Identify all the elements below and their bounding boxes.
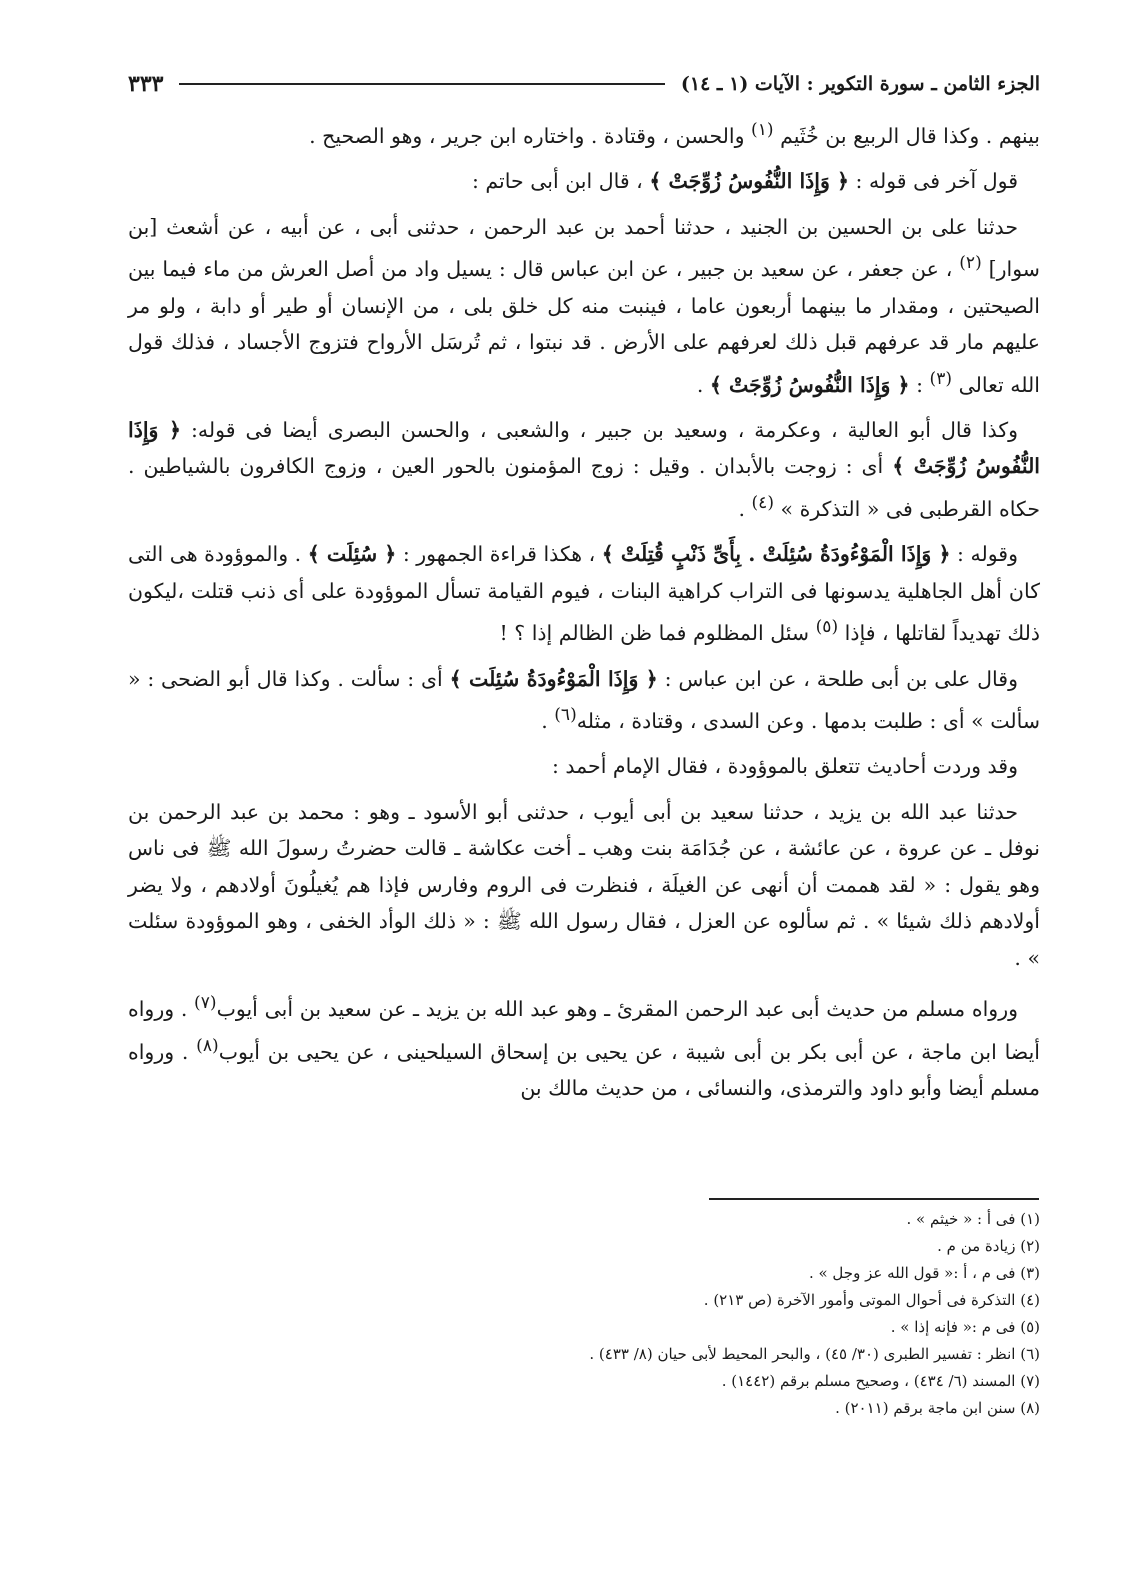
footnote: (١) فى أ : « خيثم » .	[906, 1210, 1040, 1228]
text-run: أى : زوجت بالأبدان . وقيل : زوج المؤمنون بالحور العين ، وزوج الكافرون بالشياطين . حكاه القرطبى فى « التذكرة »	[128, 454, 1040, 521]
footnote-marker: (٥)	[815, 617, 839, 638]
paragraph	[128, 661, 1040, 740]
footnote-marker: (٦)	[554, 705, 577, 726]
paragraph	[128, 112, 1040, 154]
paragraph	[128, 794, 1040, 977]
quran-quote: ﴿ سُئِلَت ﴾	[307, 542, 397, 567]
text-run: حدثنا عبد الله بن يزيد ، حدثنا سعيد بن أبى أيوب ، حدثنى أبو الأسود ـ وهو : محمد بن عبد الرحمن بن نوفل ـ عن عروة ، عن عائشة ، عن جُدَامَة بنت وهب ـ أخت عكاشة ـ قالت حضرتُ رسولَ الله ﷺ فى ناس وهو يقول : « لقد هممت أن أنهى عن الغيلَة ، فنظرت فى الروم وفارس فإذا هم يُغيلُونَ أولادهم ، ولا يضر أولادهم ذلك شيئا » . ثم سألوه عن العزل ، فقال رسول الله ﷺ : « ذلك الوأد الخفى ، وهو الموؤودة سئلت » .	[128, 799, 1040, 970]
text-run: قول آخر فى قوله :	[849, 169, 1018, 194]
footnote-marker: (٨)	[196, 1035, 219, 1056]
text-run: والحسن ، وقتادة . واختاره ابن جرير ، وهو الصحيح .	[309, 123, 752, 148]
quran-quote: ﴿ وَإِذَا النُّفُوسُ زُوِّجَتْ ﴾	[128, 417, 1041, 479]
footnote: (٤) التذكرة فى أحوال الموتى وأمور الآخرة (ص ٢١٣) .	[703, 1291, 1040, 1309]
paragraph	[128, 985, 1040, 1106]
text-run: ورواه مسلم من حديث أبى عبد الرحمن المقرئ ـ وهو عبد الله بن يزيد ـ عن سعيد بن أبى أيوب	[216, 997, 1018, 1022]
paragraph	[128, 163, 1040, 200]
page-number: ٣٣٣	[128, 71, 164, 97]
text-run: وقد وردت أحاديث تتعلق بالموؤودة ، فقال الإمام أحمد :	[551, 754, 1018, 779]
text-run: ، عن جعفر ، عن سعيد بن جبير ، عن ابن عباس قال : يسيل واد من أصل العرش من ماء فيما بين الصيحتين ، ومقدار ما بينهما أربعون عاما ، فينبت منه كل خلق بلى ، من الإنسان أو طير أو دابة ، ولو مر عليهم مار قد عرفهم قبل ذلك لعرفهم على الأرض . قد نبتوا ، ثم تُرسَل الأرواح فتزوج الأجساد ، فذلك قول الله تعالى	[128, 257, 1040, 397]
quran-quote: ﴿ وَإِذَا النُّفُوسُ زُوِّجَتْ ﴾	[649, 169, 850, 194]
text-run: . والموؤودة هى التى كان أهل الجاهلية يدسونها فى التراب كراهية البنات ، فيوم القيامة تسأل الموؤودة على أى ذنب قتلت ،ليكون ذلك تهديداً لقاتلها ، فإذا	[128, 542, 1040, 646]
text-run: وقوله :	[950, 542, 1018, 567]
header-rule	[179, 83, 664, 85]
text-run: .	[541, 708, 555, 733]
footnote: (٦) انظر : تفسير الطبرى (٣٠/ ٤٥) ، والبحر المحيط لأبى حيان (٨/ ٤٣٣) .	[589, 1345, 1040, 1363]
footnote-marker: (١)	[751, 120, 774, 140]
footnote-separator	[709, 1198, 1039, 1200]
body-text	[128, 112, 1040, 1116]
footnote: (٣) فى م ، أ :« قول الله عز وجل » .	[808, 1264, 1040, 1282]
text-run: وكذا قال أبو العالية ، وعكرمة ، وسعيد بن جبير ، والشعبى ، والحسن البصرى أيضا فى قوله:	[181, 417, 1018, 442]
paragraph	[128, 748, 1040, 785]
footnote-marker: (٤)	[751, 492, 775, 513]
text-run: ، هكذا قراءة الجمهور :	[396, 542, 602, 567]
page-header	[128, 62, 1040, 106]
quran-quote: ﴿ وَإِذَا النُّفُوسُ زُوِّجَتْ ﴾	[709, 372, 910, 397]
text-run: بينهم . وكذا قال الربيع بن خُثَيم	[773, 123, 1040, 148]
text-run: :	[909, 372, 930, 397]
text-run: ، قال ابن أبى حاتم :	[471, 169, 650, 194]
paragraph	[128, 536, 1040, 651]
footnotes	[128, 1206, 1040, 1422]
text-run: سئل المظلوم فما ظن الظالم إذا ؟ !	[499, 621, 816, 646]
footnote: (٧) المسند (٦/ ٤٣٤) ، وصحيح مسلم برقم (١٤٤٢) .	[721, 1372, 1040, 1390]
running-head: الجزء الثامن ـ سورة التكوير : الآيات (١ ـ ١٤)	[680, 73, 1040, 95]
footnote: (٢) زيادة من م .	[937, 1237, 1040, 1255]
text-run: أى : سألت . وكذا قال أبو الضحى : « سألت » أى : طلبت بدمها . وعن السدى ، وقتادة ، مثله	[128, 666, 1040, 733]
text-run: حدثنا على بن الحسين بن الجنيد ، حدثنا أحمد بن عبد الرحمن ، حدثنى أبى ، عن أبيه ، عن أشعث [بن سوار]	[128, 214, 1040, 282]
text-run: . ورواه أيضا ابن ماجة ، عن أبى بكر بن أبى شيبة ، عن يحيى بن إسحاق السيلحينى ، عن يحيى بن أيوب	[128, 997, 1040, 1064]
text-run: .	[738, 496, 752, 521]
footnote-marker: (٧)	[194, 993, 217, 1014]
quran-quote: ﴿ وَإِذَا الْمَوْءُودَةُ سُئِلَت ﴾	[449, 666, 658, 691]
quran-quote: ﴿ وَإِذَا الْمَوْءُودَةُ سُئِلَتْ . بِأَىِّ ذَنْبٍ قُتِلَتْ ﴾	[601, 542, 951, 567]
paragraph	[128, 209, 1040, 403]
footnote: (٨) سنن ابن ماجة برقم (٢٠١١) .	[835, 1399, 1040, 1417]
footnote-marker: (٣)	[929, 368, 953, 389]
paragraph	[128, 412, 1040, 527]
footnote-marker: (٢)	[959, 253, 982, 274]
footnote: (٥) فى م :« فإنه إذا » .	[890, 1318, 1040, 1336]
text-run: . ورواه مسلم أيضا وأبو داود والترمذى، والنسائى ، من حديث مالك بن	[128, 1039, 1040, 1101]
text-run: .	[696, 372, 710, 397]
text-run: وقال على بن أبى طلحة ، عن ابن عباس :	[657, 666, 1019, 691]
